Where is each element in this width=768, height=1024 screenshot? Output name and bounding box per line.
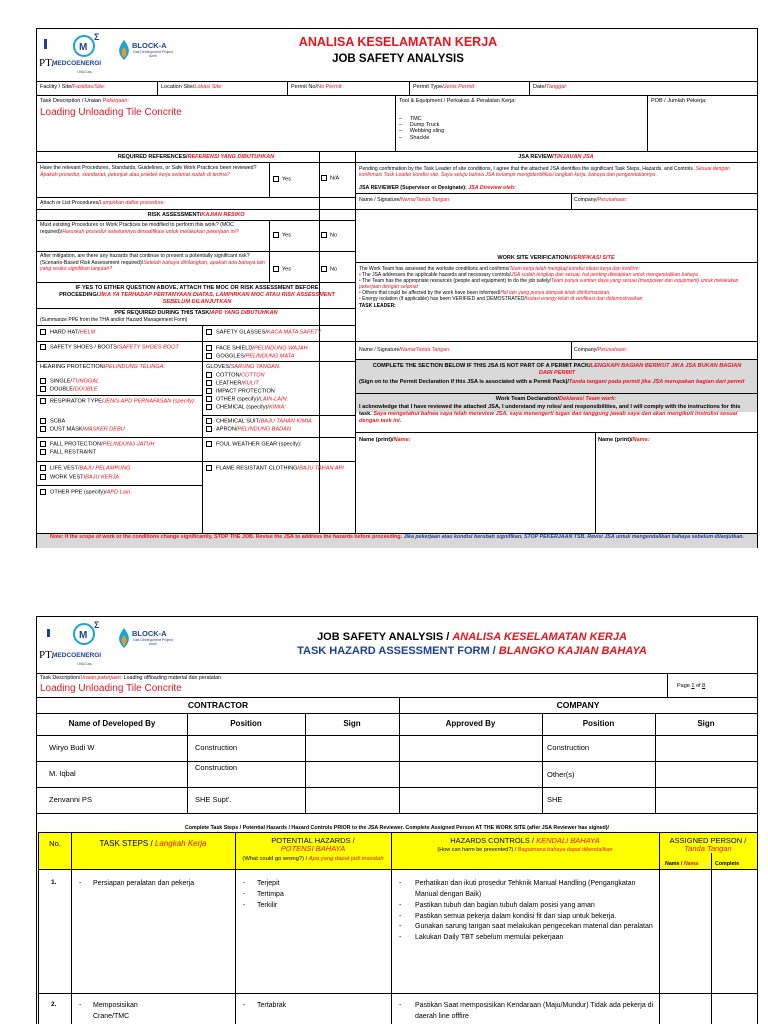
tool-item: – Dump Truck	[399, 122, 440, 129]
ppe-dust-mask[interactable]: DUST MASK/MASKER DEBU	[40, 426, 125, 433]
ppe-leather[interactable]: LEATHER/KULIT	[206, 380, 259, 387]
logo-block-sub: Gas Development Project	[133, 50, 173, 54]
control-item: - Pastikan tubuh dan bagian tubuh dalam posisi yang aman	[399, 901, 595, 909]
ppe-chemical-suit[interactable]: CHEMICAL SUIT/BAJU TAHAN KIMIA	[206, 418, 312, 425]
ppe-scba[interactable]: SCBA	[40, 418, 65, 425]
col-name-developed: Name of Developed By	[68, 719, 156, 728]
jsa-review-title: JSA REVIEW/TINJAUAN JSA	[518, 154, 594, 160]
reviewer-company[interactable]: Company/Perusahaan:	[574, 197, 628, 203]
ppe-other-gloves[interactable]: OTHER (specify)/LAIN-LAIN:	[206, 396, 288, 403]
pob-label: POB / Jumlah Pekerja:	[651, 98, 707, 104]
ppe-subtitle: (Summarize PPE from the THA and/or Hazard Management Form)	[40, 317, 188, 323]
person-name: Wiryo Budi W	[49, 743, 95, 752]
ppe-safety-glasses[interactable]: SAFETY GLASSES/KACA MATA SAFETY	[206, 329, 321, 336]
p2-subtitle: TASK HAZARD ASSESSMENT FORM / BLANGKO KAJIAN BAHAYA	[297, 645, 647, 657]
control-item: - Perhatikan dan ikuti prosedur Tehknik Manual Handling (Pengangkatan Manual dengan Baik)	[399, 880, 636, 898]
h-no: No.	[49, 839, 61, 848]
ppe-cotton[interactable]: COTTON/COTTON	[206, 372, 265, 379]
row-controls	[399, 1001, 655, 1023]
facility-label: Facility / Site/Fasilitas/Site:	[40, 84, 106, 90]
tools-label: Tool & Equipment / Perkakas & Peralatan Kerja:	[399, 98, 516, 104]
logo-pt: PT.	[39, 57, 54, 69]
risk-q2-yes[interactable]: Yes	[273, 266, 291, 273]
ppe-chemical-gloves[interactable]: CHEMICAL (specify)/KIMIA:	[206, 404, 286, 411]
row-controls	[399, 879, 655, 944]
leader-name-sign[interactable]: Name / Signature/Nama/Tanda Tangan:	[359, 347, 451, 353]
h-complete: Complete	[715, 861, 740, 867]
location-label: Location Site/Lokasi Site:	[161, 84, 223, 90]
col-approved: Approved By	[445, 719, 496, 728]
person-name: M. Iqbal	[49, 769, 76, 778]
ppe-safety-shoes[interactable]: SAFETY SHOES / BOOTS/SAFETY SHOES BOOT	[40, 344, 200, 351]
req-q1: Have the relevant Procedures, Standards, Guidelines, or Safe Work Practices been reviewed? Apakah prosedur, standarad, petunjuk atau praktek kerja selamat sudah di terima?	[40, 165, 257, 178]
name-print-right[interactable]: Name (print)/Name:	[598, 437, 650, 443]
control-item: - Pastikan Saat memposisikan Kendaraan (Maju/Mundur) Tidak ada pekerja di daerah line offfire	[399, 1002, 654, 1020]
if-yes-note: IF YES TO EITHER QUESTION ABOVE, ATTACH THE MOC OR RISK ASSESSMENT BEFORE PROCEEDING/JIKA YA TERHADAP PERTANYAAN DIATAS, LAMPIRKAN MOC ATAU RISK ASSESSMENT SEBELUM DILANJUTKAN	[59, 285, 335, 305]
ppe-foul-weather[interactable]: FOUL WEATHER GEAR (specify):	[206, 441, 301, 448]
ppe-apron[interactable]: APRON/PELINDUNG BADAN	[206, 426, 291, 433]
p2-title: JOB SAFETY ANALYSIS / ANALISA KESELAMATAN KERJA	[317, 631, 627, 643]
logo-block-sub2: Aceh	[149, 54, 157, 58]
col-position2: Position	[582, 719, 615, 728]
permit-no-label: Permit No/No Permit:	[291, 84, 343, 90]
h-name: Name / Nama	[665, 861, 699, 867]
req-ref-title: REQUIRED REFERENCES/REFERENSI YANG DIBUTUHKAN	[117, 154, 275, 160]
sign-on-note: (Sign on to the Permit Declaration if this JSA is associated with a Permit Pack)/Tanda tangani pada permit jika JSA merupakan bagian dari permit	[359, 379, 745, 385]
attach-label: Attach or List Procedures/Lampirkan daftar procedure:	[40, 200, 165, 206]
complete-section-note: COMPLETE THE SECTION BELOW IF THIS JSA IS NOT PART OF A PERMIT PACK/LENGKAPI BAGIAN BERIKUT JIKA JSA BUKAN BAGIAN DARI PERMIT	[372, 363, 742, 376]
logo-bar-icon	[47, 629, 50, 637]
req-q1-yes[interactable]: Yes	[273, 176, 291, 183]
tool-item: – TMC	[399, 116, 422, 122]
logo-block-a: BLOCK-A	[132, 41, 167, 50]
logo-bar-icon	[44, 39, 47, 49]
page-title-en: JOB SAFETY ANALYSIS	[332, 53, 464, 65]
tool-item: – Webbing sling	[399, 128, 445, 135]
tool-item: – Shackle	[399, 134, 430, 141]
req-q1-na[interactable]: N/A	[321, 175, 339, 182]
person-position: Construction	[195, 763, 238, 772]
task-desc-label: Task Description / Uraian Pekerjaan:	[40, 98, 129, 104]
logo-medco: MEDCOENERGI	[52, 60, 102, 67]
risk-q1-yes[interactable]: Yes	[273, 232, 291, 239]
col-sign: Sign	[343, 719, 361, 728]
contractor-header: CONTRACTOR	[187, 700, 249, 710]
ppe-respirator[interactable]: RESPIRATOR TYPE/JENIS APD PERNAFASAN (specify):	[40, 398, 198, 405]
jsa-page-1	[36, 28, 758, 548]
wsv-item: • Energy isolation (if applicable) has been VERIFIED and DEMOSTRATED/Isolasi energy telah di verifikasi dan didemostrasikan	[359, 296, 643, 303]
company-logo	[37, 29, 227, 79]
wsv-title: WORK SITE VERIFICATION/VERIFIKASI SITE	[497, 255, 615, 261]
ppe-fall-protection[interactable]: FALL PROTECTION/PELINDUNG JATUH	[40, 441, 154, 448]
block-a-flame-icon	[115, 627, 133, 649]
name-print-left[interactable]: Name (print)/Name:	[359, 437, 411, 443]
row-no: 2.	[51, 1001, 57, 1008]
ppe-single[interactable]: SINGLE/TUNGGAL	[40, 378, 99, 385]
wtd-title: Work Team Declaration/Deklarasi Team work:	[495, 396, 617, 402]
person-position: SHE Supt'.	[195, 795, 232, 804]
ppe-goggles[interactable]: GOGGLES/PELINDUNG MATA	[206, 353, 294, 360]
company-logo-2	[37, 617, 227, 667]
logo-sigma: Σ	[94, 620, 100, 630]
ppe-fall-restraint[interactable]: FALL RESTRAINT	[40, 449, 96, 456]
ppe-flame-resistant[interactable]: FLAME RESISTANT CLOTHING/BAJU TAHAN API	[206, 465, 351, 472]
wtd-text: I acknowledge that I have reviewed the attached JSA, I understand my roles/ and responsibilities, and I will comply with the instructions for this task. Saya mengetahui bahwa saya telah mereview JSA, saya menengerti tugas dan tanggung jawab saya dan akan mengikuti instruksi sesuai dengan task ini.	[359, 404, 741, 424]
risk-title: RISK ASSESSMENT/KAJIAN RESIKO	[147, 212, 245, 218]
col-sign2: Sign	[697, 719, 715, 728]
ppe-gloves: GLOVES/SARUNG TANGAN:	[206, 364, 281, 370]
ppe-other[interactable]: OTHER PPE (specify)/APD Lain:	[40, 489, 132, 496]
row-no: 1.	[51, 879, 57, 886]
logo-pt: PT.	[39, 649, 54, 661]
h-assigned: ASSIGNED PERSON / Tanda Tangan	[669, 836, 747, 854]
logo-block-sub2: Aceh	[149, 642, 157, 646]
ppe-impact[interactable]: IMPACT PROTECTION	[206, 388, 275, 395]
row-step: - Persiapan peralatan dan pekerja	[79, 880, 195, 887]
logo-medco: MEDCOENERGI	[52, 652, 102, 659]
col-position: Position	[230, 719, 262, 728]
h-steps: TASK STEPS / Langkah Kerja	[99, 839, 207, 848]
hazard-item: - Tertabrak	[243, 1002, 287, 1009]
permit-type-label: Permit Type/Jenis Permit:	[413, 84, 476, 90]
row-hazards	[243, 1001, 383, 1012]
company-header: COMPANY	[556, 700, 600, 710]
hazard-table	[38, 832, 758, 1024]
ppe-face-shield[interactable]: FACE SHIELD/PELINDUNG WAJAH	[206, 345, 308, 352]
page-title-id: ANALISA KESELAMATAN KERJA	[298, 35, 498, 49]
ppe-title: PPE REQUIRED DURING THIS TASK/APD YANG DIBUTUHKAN	[114, 310, 278, 316]
logo-oilgas: Oil&Gas	[77, 661, 92, 666]
date-label: Date/Tanggal:	[533, 84, 568, 90]
h-controls: HAZARDS CONTROLS / KENDALI BAHAYA (How can harm be prevented?) / Bagaimana bahaya dapat dikendalikan	[437, 836, 613, 854]
ppe-double[interactable]: DOUBLE/DOUBLE	[40, 386, 98, 393]
h-hazards: POTENTIAL HAZARDS / POTENSI BAHAYA (What could go wrong?) / Apa yang dapat jadi masalah	[242, 836, 384, 862]
note-text: Note: If the scope of work or the conditions change significantly, STOP THE JOB. Revise the JSA to address the hazards before proceeding. Jika pekerjaan atau kondisi berubah signifikan, STOP PEKERJAAN TSB. Revisi JSA untuk mengendalikan bahaya sebelum dilanjutkan.	[50, 534, 744, 540]
approver-position: Other(s)	[547, 770, 575, 779]
ppe-life-vest[interactable]: LIFE VEST/BAJU PELAMPUNG	[40, 465, 131, 472]
risk-q2: After mitigation, are there any hazards that continue to present a potentially significant risk? (Scenario-Based Risk Assessment required)/Setelah bahaya dihilangkan, apakah ada bahaya lain yang resiko signifikan lanjutan?	[40, 253, 265, 272]
jsa-reviewer-label: JSA REVIEWER (Supervisor or Designate): JSA Direview oleh:	[359, 185, 516, 191]
ppe-hearing: HEARING PROTECTION/PELINDUNG TELINGA:	[40, 364, 165, 370]
risk-q1: Must existing Procedures or Work Practices be modified to perform this work? (MOC required)/Haruskah prosedur sebelumnya dimodifikasi untuk melakukan pekerjaan ini?	[40, 222, 239, 235]
hazard-item: - Terjepit	[243, 880, 280, 887]
task-desc-value: Loading Unloading Tile Concrite	[40, 107, 182, 118]
row-hazards	[243, 879, 383, 912]
svg-text:M: M	[79, 630, 88, 641]
wsv-item: • The Team has the appropriate resources (people and equipment) to do the job safely/Team punya sumber daya yang sesuai (manpower dan equipment) untuk melakukan pekerjaan dengan selamat	[359, 278, 739, 291]
logo-oilgas: Oil&Gas	[77, 69, 92, 74]
hazard-item: - Terkilir	[243, 901, 278, 909]
hazard-item: - Tertimpa	[243, 890, 284, 898]
control-item: - Pastikan semua pekerja dalam kondisi fit dan siap untuk bekerja.	[399, 912, 617, 920]
wsv-text: The Work Team has assessed the worksite conditions and confirms/Team kerja telah mengkaji kondisi lokasi kerja dan konfirm: • The JSA addresses the applicable hazards and necessary controls/JSA sudah lengkap dan sesuai, hal penting ditetapkan untuk mengendalikan bahaya . • The Team has the appropriate resources (people and equipment) to do the job safely/Team punya sumber daya yang sesuai (manpower dan equipment) untuk melakukan pekerjaan dengan selamat • Others that could be affected by the work have been informed/Hal lain yang punya dampak telah diinformasikan. • Energy isolation (if applicable) has been VERIFIED and DEMOSTRATED/Isolasi energy telah di verifikasi dan didemostrasikan TASK LEADER:	[359, 266, 754, 309]
logo-block-a: BLOCK-A	[132, 629, 167, 638]
leader-company[interactable]: Company/Perusahaan:	[574, 347, 628, 353]
control-item: - Gunakan sarung tangan saat melakukan pengecekan material dan peralatan	[399, 923, 653, 931]
approver-position: SHE	[547, 795, 563, 804]
risk-q2-no[interactable]: No	[321, 266, 337, 273]
p2-task-desc-value: Loading Unloading Tile Concrite	[40, 683, 182, 694]
page-indicator: Page 1 of 8	[677, 683, 706, 689]
ppe-work-vest[interactable]: WORK VEST/BAJU KERJA	[40, 474, 119, 481]
ppe-hard-hat[interactable]: HARD HAT/HELM	[40, 329, 95, 336]
jsa-review-text: Pending confirmation by the Task Leader of site conditions, I agree that the attached JSA identifies the significant Task Steps, Hazards, and Controls. Sesuai dengan konfirmasi Task Leader kondisi site, Saya setuju bahwa JSA terlampir mengidentifikasi langkah kerja, bahaya dan pengendaliannya .	[359, 166, 730, 179]
wsv-item: • Others that could be affected by the work have been informed/Hal lain yang punya dampak telah diinformasikan.	[359, 290, 611, 297]
task-leader-label: TASK LEADER:	[359, 302, 396, 309]
tools-list	[399, 116, 444, 141]
control-item: - Lakukan Daily TBT sebelum memulai pekerjaan	[399, 934, 564, 942]
person-position: Construction	[195, 743, 238, 752]
logo-block-sub: Gas Development Project	[133, 638, 173, 642]
reviewer-name-sign[interactable]: Name / Signature/Nama/Tanda Tangan:	[359, 197, 451, 203]
wsv-item: • The JSA addresses the applicable hazards and necessary controls/JSA sudah lengkap dan sesuai, hal penting ditetapkan untuk mengendalikan bahaya .	[359, 272, 701, 279]
risk-q1-no[interactable]: No	[321, 232, 337, 239]
block-a-flame-icon	[115, 39, 133, 61]
svg-text:M: M	[79, 42, 88, 53]
person-name: Zenvanni PS	[49, 795, 92, 804]
p2-task-desc-label: Task Description/Uraian pekerjaan: Loading offloading material dan peralatan	[40, 675, 222, 681]
approver-position: Construction	[547, 743, 590, 752]
logo-sigma: Σ	[94, 32, 100, 42]
complete-steps-note: Complete Task Steps / Potential Hazards / Hazard Controls PRIOR to the JSA Reviewer. Complete Assigned Person AT THE WORK SITE (after JSA Reviewer has signed)/	[184, 825, 610, 831]
row-step: - Memposisikan Crane/TMC	[79, 1002, 138, 1020]
